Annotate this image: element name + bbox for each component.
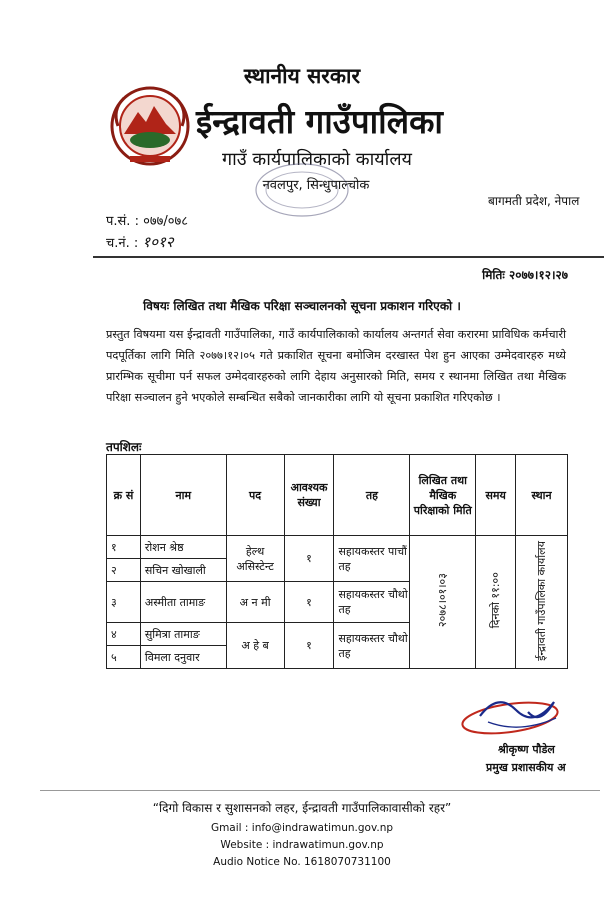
signatory-title: प्रमुख प्रशासकीय अ — [486, 761, 566, 774]
row-level: सहायकस्तर चौथो तह — [334, 623, 410, 669]
exam-date-cell — [410, 536, 476, 669]
footer-divider — [40, 790, 600, 791]
col-header-sn: क्र सं — [107, 455, 141, 536]
table-label: तपशिलः — [106, 440, 142, 454]
row-sn: १ — [107, 536, 141, 559]
table-header-row — [107, 455, 568, 536]
govt-label: स्थानीय सरकार — [243, 64, 361, 88]
col-header-name: नाम — [140, 455, 226, 536]
row-post: अ न मी — [226, 582, 284, 623]
candidate-table — [106, 454, 568, 669]
row-level: सहायकस्तर पाचौं तह — [334, 536, 410, 582]
footer-website: Website : indrawatimun.gov.np — [220, 839, 384, 851]
reference-cn — [106, 232, 174, 252]
row-count: १ — [284, 536, 334, 582]
footer-audio-notice: Audio Notice No. 1618070731100 — [213, 856, 391, 868]
signatory-name: श्रीकृष्ण पौडेल — [498, 743, 555, 756]
cn-value: १०१२ — [142, 233, 174, 251]
reference-ps — [106, 211, 188, 229]
col-header-count: आवश्यक संख्या — [284, 455, 334, 536]
notice-body: प्रस्तुत विषयमा यस ईन्द्रावती गाउँपालिका, गाउँ कार्यपालिकाको कार्यालय अन्तगर्त सेवा करारमा प्राविधिक कर्मचारी पदपूर्तिका लागि मिति २०७७।१२।०५ गते प्रकाशित सूचना बमोजिम दरखास्त पेश हुन आएका उम्मेदवारहरु मध्ये प्रारम्भिक सूचीमा पर्न सफल उम्मेदवारहरुको लागि देहाय अनुसारको मिति, समय र स्थानमा लिखित तथा मैखिक परिक्षा सञ्चालन हुने भएकोले सम्बन्धित सबैको जानकारीका लागि यो सूचना प्रकाशित गरिएकोछ । — [106, 328, 566, 404]
cn-label: च.नं. : — [106, 236, 139, 251]
row-count: १ — [284, 623, 334, 669]
exam-date: २०७८।०१।०३ — [436, 573, 450, 628]
notice-subject: विषयः लिखित तथा मैखिक परिक्षा सञ्चालनको सूचना प्रकाशन गरिएको । — [143, 299, 461, 313]
row-sn: ३ — [107, 582, 141, 623]
row-sn: ५ — [107, 646, 141, 669]
row-name: अस्मीता तामाङ — [140, 582, 226, 623]
exam-time: दिनको ११:०० — [489, 572, 503, 629]
col-header-time: समय — [476, 455, 516, 536]
col-header-post: पद — [226, 455, 284, 536]
footer-gmail: Gmail : info@indrawatimun.gov.np — [210, 822, 394, 834]
row-name: सचिन खोखाली — [140, 559, 226, 582]
office-name: गाउँ कार्यपालिकाको कार्यालय — [222, 149, 412, 170]
row-post: अ हे ब — [226, 623, 284, 669]
row-post: हेल्थ असिस्टेन्ट — [226, 536, 284, 582]
row-sn: ४ — [107, 623, 141, 646]
col-header-exam-date: लिखित तथा मैखिक परिक्षाको मिति — [410, 455, 476, 536]
notice-date: मितिः २०७७।१२।२७ — [482, 268, 568, 282]
row-level: सहायकस्तर चौथो तह — [334, 582, 410, 623]
exam-venue-cell — [516, 536, 568, 669]
row-name: विमला दनुवार — [140, 646, 226, 669]
footer-slogan: “दिगो विकास र सुशासनको लहर, ईन्द्रावती गाउँपालिकावासीको रहर” — [152, 801, 452, 815]
ps-label: प.सं. : — [106, 214, 139, 229]
row-sn: २ — [107, 559, 141, 582]
col-header-venue: स्थान — [516, 455, 568, 536]
exam-venue: ईन्द्रावती गाउँपालिका कार्यालय — [535, 540, 549, 661]
row-name: सुमित्रा तामाङ — [140, 623, 226, 646]
municipality-name: ईन्द्रावती गाउँपालिका — [196, 102, 443, 141]
province-label: बागमती प्रदेश, नेपाल — [488, 194, 580, 208]
ps-value: ०७७/०७८ — [143, 214, 189, 229]
table-row — [107, 536, 568, 559]
row-name: रोशन श्रेष्ठ — [140, 536, 226, 559]
header-divider — [93, 256, 604, 258]
exam-time-cell — [476, 536, 516, 669]
col-header-level: तह — [334, 455, 410, 536]
office-address: नवलपुर, सिन्धुपाल्चोक — [262, 178, 370, 193]
row-count: १ — [284, 582, 334, 623]
